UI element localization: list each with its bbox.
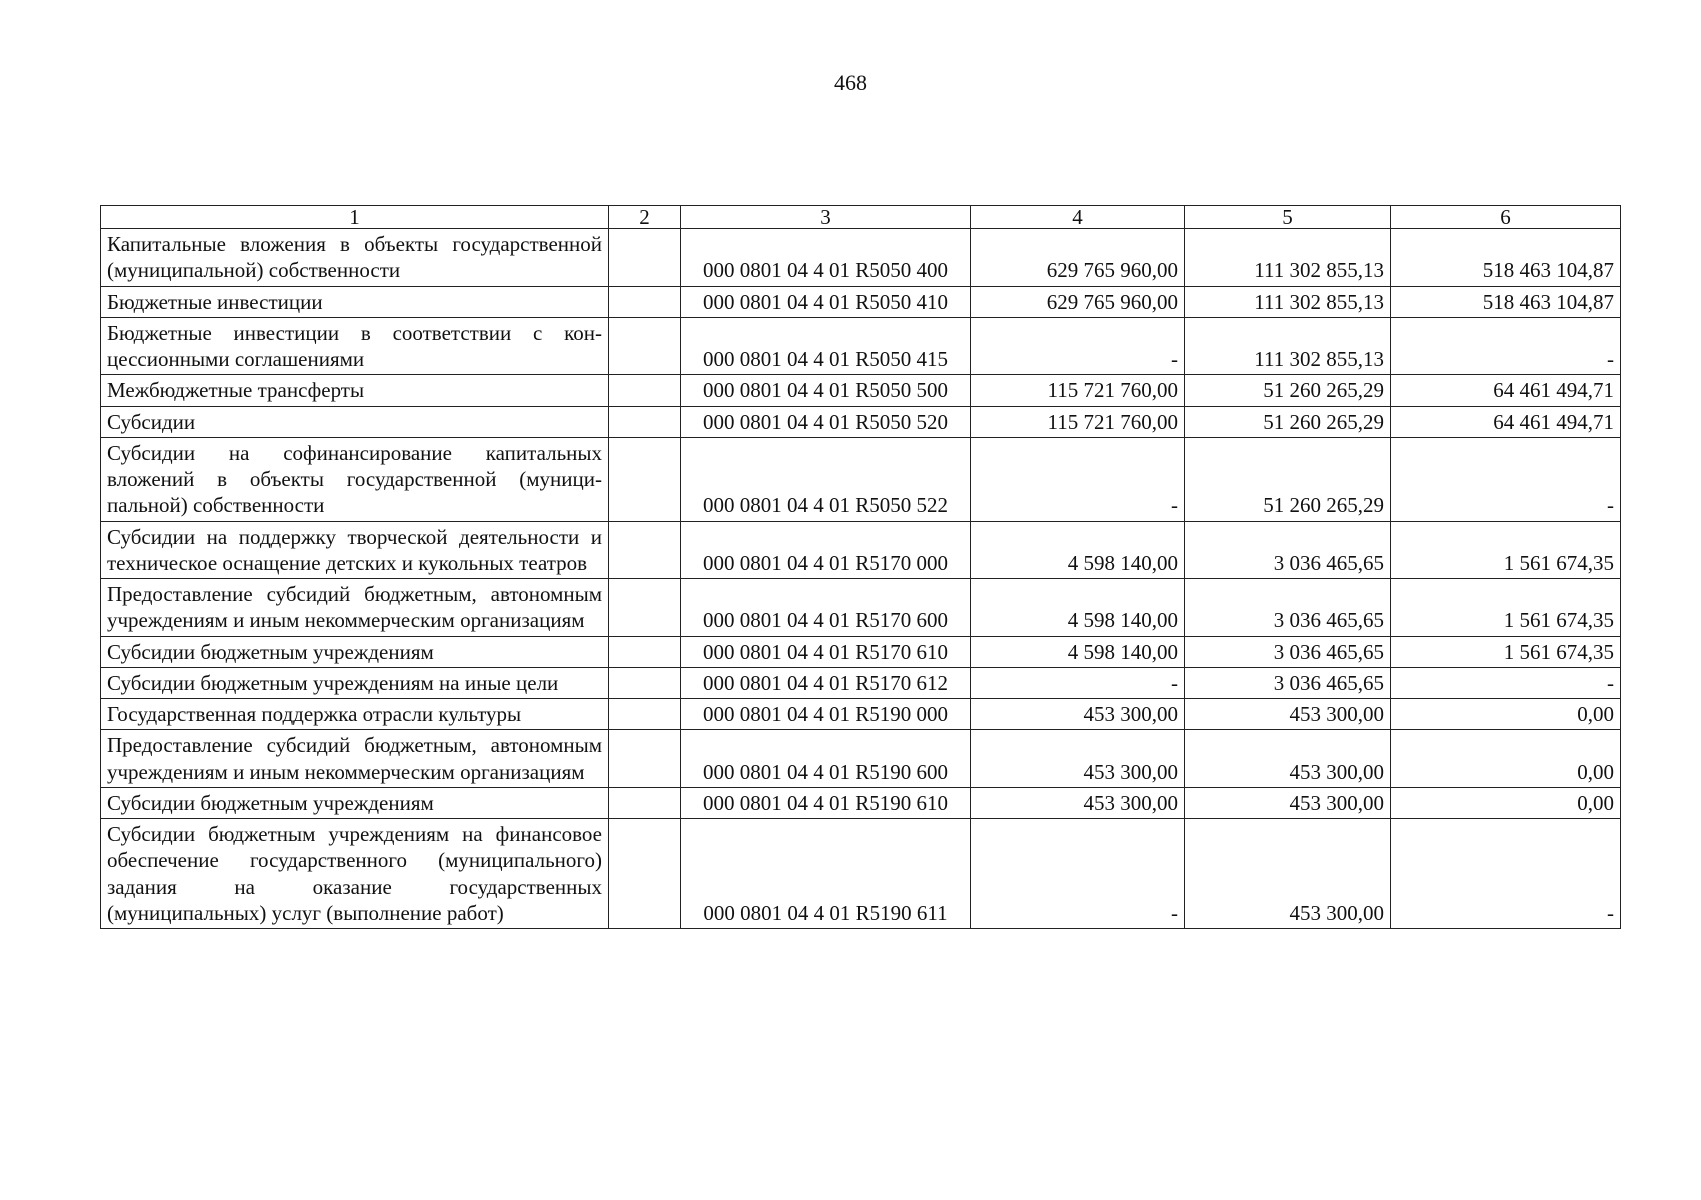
row-code-cell: 000 0801 04 4 01 R5190 611 [681, 819, 971, 929]
row-plan-cell: 453 300,00 [971, 730, 1185, 788]
row-code-cell: 000 0801 04 4 01 R5170 612 [681, 667, 971, 698]
row-code-cell: 000 0801 04 4 01 R5050 400 [681, 229, 971, 287]
row-rest-cell: 1 561 674,35 [1391, 636, 1621, 667]
row-col2-cell [609, 229, 681, 287]
table-row [101, 317, 1621, 375]
row-name-cell: Субсидии на софинансирование капитальных вложений в объекты государственной (муниципальной) собственности [101, 437, 609, 521]
row-name-cell: Межбюджетные трансферты [101, 375, 609, 406]
row-fact-cell: 111 302 855,13 [1185, 317, 1391, 375]
row-col2-cell [609, 636, 681, 667]
row-code-cell: 000 0801 04 4 01 R5190 000 [681, 699, 971, 730]
column-header: 4 [971, 206, 1185, 229]
row-fact-cell: 3 036 465,65 [1185, 579, 1391, 637]
row-rest-cell: - [1391, 667, 1621, 698]
row-plan-cell: 629 765 960,00 [971, 286, 1185, 317]
row-name-cell: Субсидии бюджетным учреждениям [101, 787, 609, 818]
row-col2-cell [609, 699, 681, 730]
row-plan-cell: 453 300,00 [971, 787, 1185, 818]
row-name-cell: Субсидии на поддержку творческой деятельности и техническое оснащение детских и кукольных театров [101, 521, 609, 579]
row-code-cell: 000 0801 04 4 01 R5170 600 [681, 579, 971, 637]
row-plan-cell: 115 721 760,00 [971, 375, 1185, 406]
row-code-cell: 000 0801 04 4 01 R5050 415 [681, 317, 971, 375]
row-name-cell: Бюджетные инвестиции в соответствии с концессионными соглашениями [101, 317, 609, 375]
row-code-cell: 000 0801 04 4 01 R5190 600 [681, 730, 971, 788]
row-code-cell: 000 0801 04 4 01 R5050 410 [681, 286, 971, 317]
table-row [101, 437, 1621, 521]
row-code-cell: 000 0801 04 4 01 R5170 610 [681, 636, 971, 667]
row-rest-cell: - [1391, 317, 1621, 375]
row-code-cell: 000 0801 04 4 01 R5170 000 [681, 521, 971, 579]
row-name-cell: Государственная поддержка отрасли культуры [101, 699, 609, 730]
column-header: 3 [681, 206, 971, 229]
row-plan-cell: - [971, 819, 1185, 929]
row-col2-cell [609, 375, 681, 406]
row-rest-cell: - [1391, 819, 1621, 929]
table-row [101, 521, 1621, 579]
row-rest-cell: 1 561 674,35 [1391, 579, 1621, 637]
row-code-cell: 000 0801 04 4 01 R5050 500 [681, 375, 971, 406]
row-rest-cell: 64 461 494,71 [1391, 406, 1621, 437]
row-rest-cell: 0,00 [1391, 730, 1621, 788]
row-col2-cell [609, 286, 681, 317]
row-plan-cell: 629 765 960,00 [971, 229, 1185, 287]
row-rest-cell: - [1391, 437, 1621, 521]
row-name-cell: Субсидии [101, 406, 609, 437]
row-col2-cell [609, 317, 681, 375]
table-row [101, 229, 1621, 287]
budget-table [100, 205, 1621, 929]
row-plan-cell: 115 721 760,00 [971, 406, 1185, 437]
row-code-cell: 000 0801 04 4 01 R5050 520 [681, 406, 971, 437]
row-name-cell: Бюджетные инвестиции [101, 286, 609, 317]
row-plan-cell: 453 300,00 [971, 699, 1185, 730]
row-plan-cell: 4 598 140,00 [971, 579, 1185, 637]
row-name-cell: Субсидии бюджетным учреждениям на иные цели [101, 667, 609, 698]
table-row [101, 579, 1621, 637]
column-header: 2 [609, 206, 681, 229]
table-row [101, 667, 1621, 698]
row-col2-cell [609, 437, 681, 521]
row-name-cell: Субсидии бюджетным учреждениям на финансовое обеспечение государственного (муниципального) задания на оказание государственных (муниципальных) услуг (выполнение работ) [101, 819, 609, 929]
table-row [101, 787, 1621, 818]
column-header: 6 [1391, 206, 1621, 229]
column-header: 1 [101, 206, 609, 229]
row-rest-cell: 0,00 [1391, 699, 1621, 730]
row-rest-cell: 64 461 494,71 [1391, 375, 1621, 406]
row-rest-cell: 0,00 [1391, 787, 1621, 818]
row-fact-cell: 111 302 855,13 [1185, 229, 1391, 287]
row-rest-cell: 518 463 104,87 [1391, 229, 1621, 287]
row-name-cell: Субсидии бюджетным учреждениям [101, 636, 609, 667]
table-row [101, 375, 1621, 406]
row-name-cell: Предоставление субсидий бюджетным, автономным учреждениям и иным некоммерческим организациям [101, 730, 609, 788]
row-plan-cell: - [971, 317, 1185, 375]
table-row [101, 819, 1621, 929]
table-row [101, 636, 1621, 667]
page-number: 468 [834, 70, 867, 95]
row-name-cell: Предоставление субсидий бюджетным, автономным учреждениям и иным некоммерческим организациям [101, 579, 609, 637]
row-fact-cell: 51 260 265,29 [1185, 406, 1391, 437]
row-col2-cell [609, 730, 681, 788]
row-plan-cell: 4 598 140,00 [971, 521, 1185, 579]
row-col2-cell [609, 579, 681, 637]
row-col2-cell [609, 521, 681, 579]
row-fact-cell: 111 302 855,13 [1185, 286, 1391, 317]
row-fact-cell: 3 036 465,65 [1185, 636, 1391, 667]
column-header: 5 [1185, 206, 1391, 229]
row-col2-cell [609, 406, 681, 437]
row-code-cell: 000 0801 04 4 01 R5050 522 [681, 437, 971, 521]
table-row [101, 699, 1621, 730]
row-rest-cell: 518 463 104,87 [1391, 286, 1621, 317]
row-fact-cell: 3 036 465,65 [1185, 667, 1391, 698]
row-fact-cell: 51 260 265,29 [1185, 437, 1391, 521]
row-fact-cell: 453 300,00 [1185, 819, 1391, 929]
table-row [101, 730, 1621, 788]
row-fact-cell: 51 260 265,29 [1185, 375, 1391, 406]
row-fact-cell: 3 036 465,65 [1185, 521, 1391, 579]
row-fact-cell: 453 300,00 [1185, 699, 1391, 730]
header-row [101, 206, 1621, 229]
row-plan-cell: - [971, 437, 1185, 521]
row-col2-cell [609, 787, 681, 818]
row-plan-cell: 4 598 140,00 [971, 636, 1185, 667]
row-fact-cell: 453 300,00 [1185, 787, 1391, 818]
table-row [101, 286, 1621, 317]
row-fact-cell: 453 300,00 [1185, 730, 1391, 788]
row-code-cell: 000 0801 04 4 01 R5190 610 [681, 787, 971, 818]
table-row [101, 406, 1621, 437]
row-name-cell: Капитальные вложения в объекты государственной (муниципальной) собственности [101, 229, 609, 287]
row-rest-cell: 1 561 674,35 [1391, 521, 1621, 579]
row-col2-cell [609, 819, 681, 929]
row-plan-cell: - [971, 667, 1185, 698]
row-col2-cell [609, 667, 681, 698]
